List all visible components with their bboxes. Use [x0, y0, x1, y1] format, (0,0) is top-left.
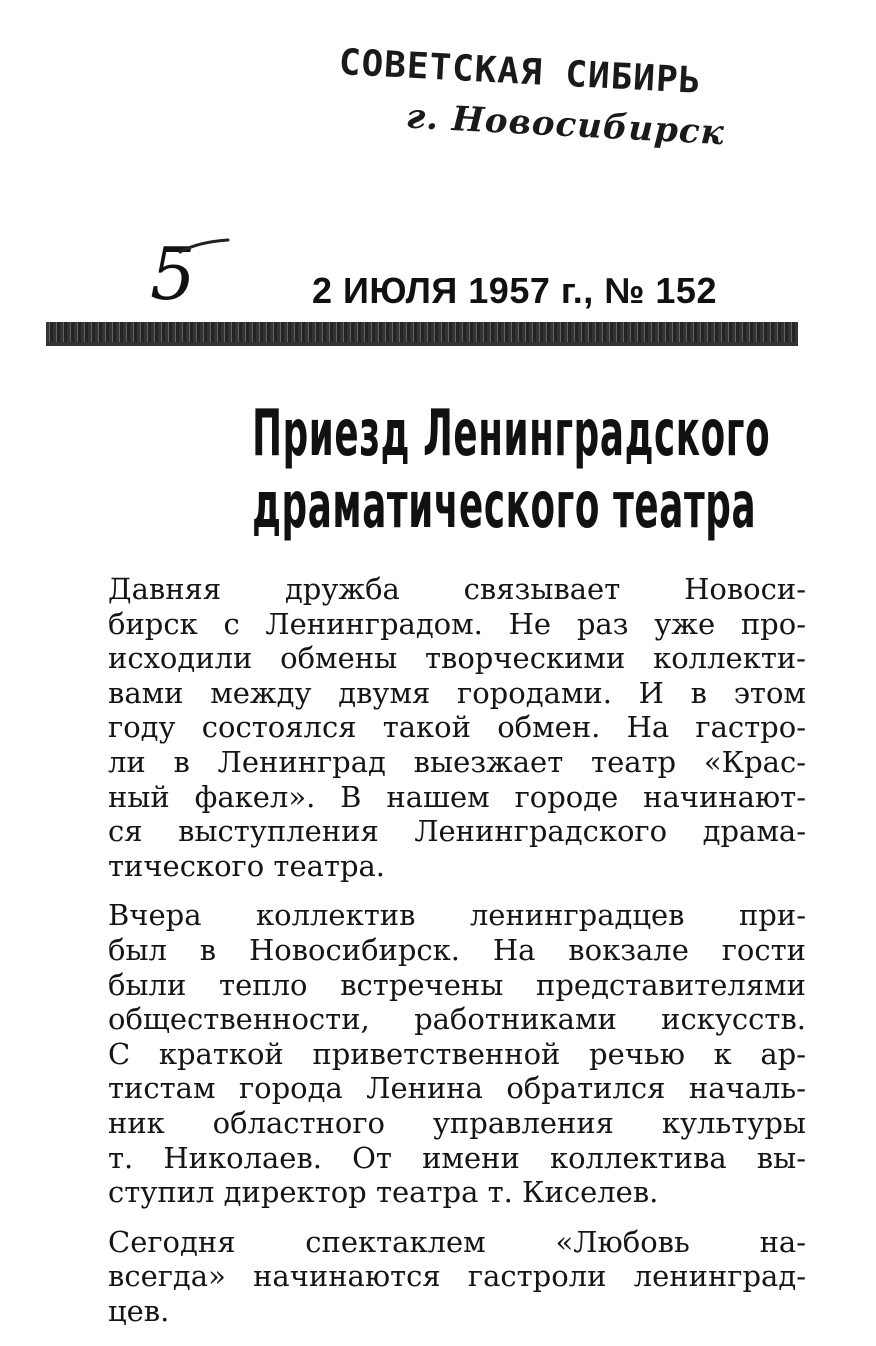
text-line: вами между двумя городами. И в этом	[108, 675, 806, 710]
text-line: ный факел». В нашем городе начинают-	[108, 779, 806, 814]
text-line: был в Новосибирск. На вокзале гости	[108, 932, 806, 967]
text-line: тического театра.	[108, 848, 386, 883]
text-line: Вчера коллектив ленинградцев при-	[108, 898, 806, 933]
text-line: т. Николаев. От имени коллектива вы-	[108, 1140, 806, 1175]
article-body	[108, 572, 806, 1343]
text-line: были тепло встречены представителями	[108, 967, 806, 1002]
pen-stroke-mark	[178, 238, 230, 256]
newspaper-stamp	[335, 42, 728, 153]
text-line: ли в Ленинград выезжает театр «Крас-	[108, 744, 806, 779]
newspaper-name: СОВЕТСКАЯ СИБИРЬ	[337, 42, 703, 102]
article-paragraph-3	[108, 1225, 806, 1329]
article-paragraph-2	[108, 898, 806, 1209]
handwritten-page-number: 5	[150, 232, 196, 316]
text-line: исходили обмены творческими коллекти-	[108, 641, 806, 676]
text-line: С краткой приветственной речью к ар-	[108, 1036, 806, 1071]
text-line: ступил директор театра т. Киселев.	[108, 1175, 659, 1210]
text-line: Давняя дружба связывает Новоси-	[108, 572, 806, 606]
article-headline	[252, 397, 771, 543]
article-paragraph-1	[108, 572, 806, 883]
text-line: общественности, работниками искусств.	[108, 1002, 806, 1037]
text-line: цев.	[108, 1293, 170, 1328]
newspaper-city: г. Новосибирск	[405, 96, 726, 154]
text-line: Сегодня спектаклем «Любовь на-	[108, 1224, 806, 1259]
issue-dateline: 2 ИЮЛЯ 1957 г., № 152	[312, 270, 717, 311]
text-line: ник областного управления культуры	[108, 1105, 806, 1140]
text-line: году состоялся такой обмен. На гастро-	[108, 710, 806, 745]
headline-line-2: драматического театра	[252, 469, 757, 543]
text-line: бирск с Ленинградом. Не раз уже про-	[108, 606, 806, 641]
header-rule	[46, 322, 798, 342]
text-line: ся выступления Ленинградского драма-	[108, 814, 806, 849]
text-line: всегда» начинаются гастроли ленинград-	[108, 1259, 806, 1294]
text-line: тистам города Ленина обратился началь-	[108, 1071, 806, 1106]
header-rule-underline	[46, 342, 798, 346]
headline-line-1: Приезд Ленинградского	[252, 397, 771, 471]
